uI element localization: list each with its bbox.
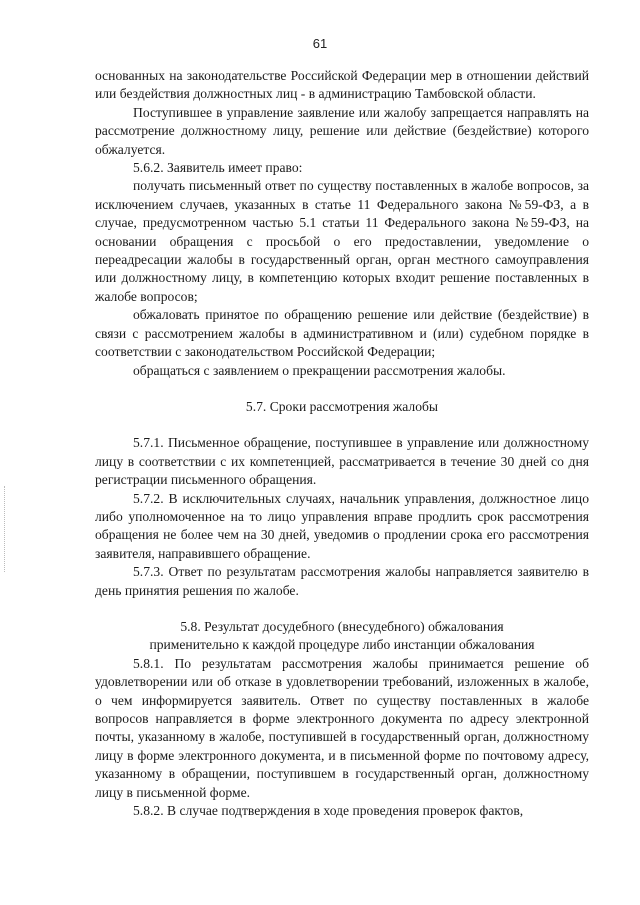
paragraph-5-7-3: 5.7.3. Ответ по результатам рассмотрения жалобы направляется заявителю в день принятия решения по жалобе. bbox=[95, 564, 589, 598]
paragraph-continuation: основанных на законодательстве Российской Федерации мер в отношении действий или бездействия должностных лиц - в администрацию Тамбовской области. bbox=[95, 68, 589, 102]
paragraph-5-8-2: 5.8.2. В случае подтверждения в ходе проведения проверок фактов, bbox=[133, 803, 524, 819]
paragraph-right-answer: получать письменный ответ по существу поставленных в жалобе вопросов, за исключением случаев, указанных в статье 11 Федерального закона №59-ФЗ, а в случае, предусмотренном частью 5.1 статьи 11 Федерального закона №59-ФЗ, на основании обращения с просьбой о его предоставлении, уведомление о переадресации жалобы в государственный орган, орган местного самоуправления или должностному лицу, в компетенцию которых входит решение поставленных в жалобе вопросов; bbox=[95, 178, 589, 304]
document-body bbox=[95, 67, 589, 820]
section-heading-5-7: 5.7. Сроки рассмотрения жалобы bbox=[245, 398, 439, 414]
page-number: 61 bbox=[312, 36, 328, 51]
scan-margin-mark bbox=[4, 486, 7, 572]
paragraph-right-terminate: обращаться с заявлением о прекращении рассмотрения жалобы. bbox=[133, 362, 506, 378]
paragraph-right-appeal: обжаловать принятое по обращению решение или действие (бездействие) в связи с рассмотрением жалобы в административном и (или) судебном порядке в соответствии с законодательством Российской Федерации; bbox=[95, 307, 589, 360]
section-heading-5-8-line1: 5.8. Результат досудебного (внесудебного) обжалования bbox=[180, 618, 504, 634]
paragraph-5-6-2: 5.6.2. Заявитель имеет право: bbox=[133, 160, 303, 176]
paragraph-prohibition: Поступившее в управление заявление или жалобу запрещается направлять на рассмотрение должностному лицу, решение или действие (бездействие) которого обжалуется. bbox=[95, 104, 589, 157]
paragraph-5-7-1: 5.7.1. Письменное обращение, поступившее в управление или должностному лицу в соответствии с их компетенцией, рассматривается в течение 30 дней со дня регистрации письменного обращения. bbox=[95, 435, 589, 488]
paragraph-5-8-1: 5.8.1. По результатам рассмотрения жалобы принимается решение об удовлетворении или об отказе в удовлетворении требований, изложенных в жалобе, о чем информируется заявитель. Ответ по существу поставленных в жалобе вопросов направляется в форме электронного документа по адресу электронной почты, указанному в жалобе, поступившей в государственный орган, должностному лицу в форме электронного документа, и в письменной форме по почтовому адресу, указанному в обращении, поступившем в государственный орган, должностному лицу в письменной форме. bbox=[95, 655, 589, 800]
section-heading-5-8-line2: применительно к каждой процедуре либо инстанции обжалования bbox=[149, 637, 535, 653]
paragraph-5-7-2: 5.7.2. В исключительных случаях, начальник управления, должностное лицо либо уполномоченное на то лицо управления вправе продлить срок рассмотрения обращения не более чем на 30 дней, уведомив о продлении срока его рассмотрения заявителя, направившего обращение. bbox=[95, 490, 589, 561]
